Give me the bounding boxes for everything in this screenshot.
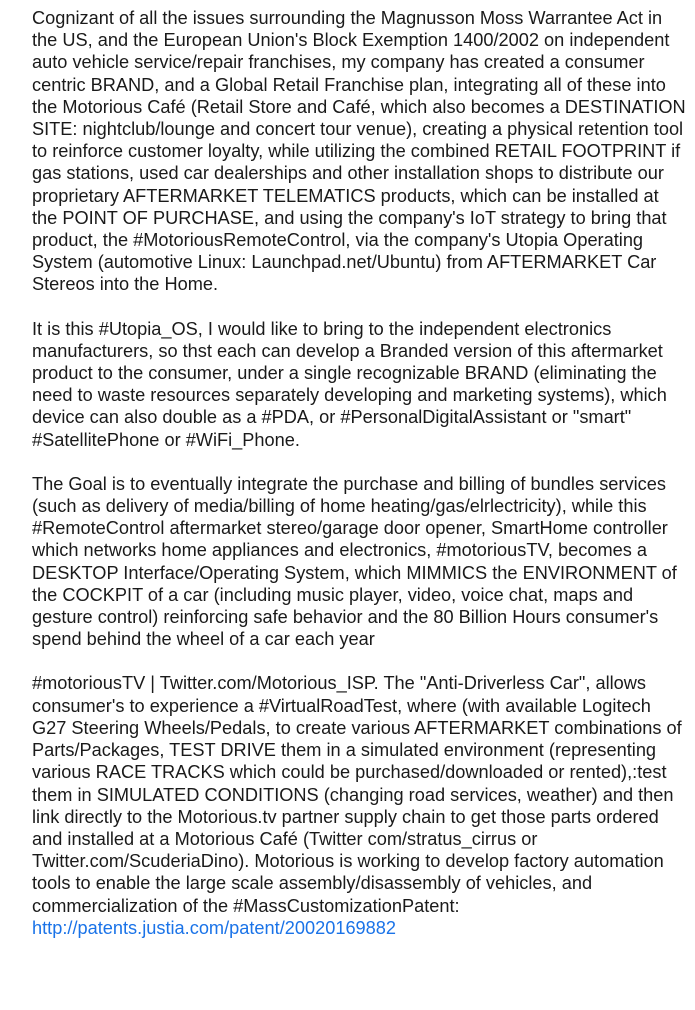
paragraph-motorious-tv [32, 672, 687, 938]
paragraph-utopia-os: It is this #Utopia_OS, I would like to bring to the independent electronics manufacturers, so thst each can develop a Branded version of this aftermarket product to the consumer, under a single recognizable BRAND (eliminating the need to waste resources separately developing and marketing systems), which device can also double as a #PDA, or #PersonalDigitalAssistant or "smart" #SatellitePhone or #WiFi_Phone. [32, 318, 667, 450]
paragraph-motorious-tv-text: #motoriousTV | Twitter.com/Motorious_ISP. The "Anti-Driverless Car", allows consumer's to experience a #VirtualRoadTest, where (with available Logitech G27 Steering Wheels/Pedals, to create various AFTERMARKET combinations of Parts/Packages, TEST DRIVE them in a simulated environment (representing various RACE TRACKS which could be purchased/downloaded or rented),:test them in SIMULATED CONDITIONS (changing road services, weather) and then link directly to the Motorious.tv partner supply chain to get those parts ordered and installed at a Motorious Café (Twitter com/stratus_cirrus or Twitter.com/ScuderiaDino). Motorious is working to develop factory automation tools to enable the large scale assembly/disassembly of vehicles, and commercialization of the #MassCustomizationPatent: [32, 673, 682, 916]
paragraph-goal: The Goal is to eventually integrate the purchase and billing of bundles services (such as delivery of media/billing of home heating/gas/elrlectricity), while this #RemoteControl aftermarket stereo/garage door opener, SmartHome controller which networks home appliances and electronics, #motoriousTV, becomes a DESKTOP Interface/Operating System, which MIMMICS the ENVIRONMENT of the COCKPIT of a car (including music player, video, voice chat, maps and gesture control) reinforcing safe behavior and the 80 Billion Hours consumer's spend behind the wheel of a car each year [32, 473, 677, 650]
paragraph-intro: Cognizant of all the issues surrounding the Magnusson Moss Warrantee Act in the US, and the European Union's Block Exemption 1400/2002 on independent auto vehicle service/repair franchises, my company has created a consumer centric BRAND, and a Global Retail Franchise plan, integrating all of these into the Motorious Café (Retail Store and Café, which also becomes a DESTINATION SITE: nightclub/lounge and concert tour venue), creating a physical retention tool to reinforce customer loyalty, while utilizing the combined RETAIL FOOTPRINT if gas stations, used car dealerships and other installation shops to distribute our proprietary AFTERMARKET TELEMATICS products, which can be installed at the POINT OF PURCHASE, and using the company's IoT strategy to bring that product, the #MotoriousRemoteControl, via the company's Utopia Operating System (automotive Linux: Launchpad.net/Ubuntu) from AFTERMARKET Car Stereos into the Home. [32, 8, 686, 295]
patent-link[interactable]: http://patents.justia.com/patent/20020169882 [32, 917, 397, 938]
